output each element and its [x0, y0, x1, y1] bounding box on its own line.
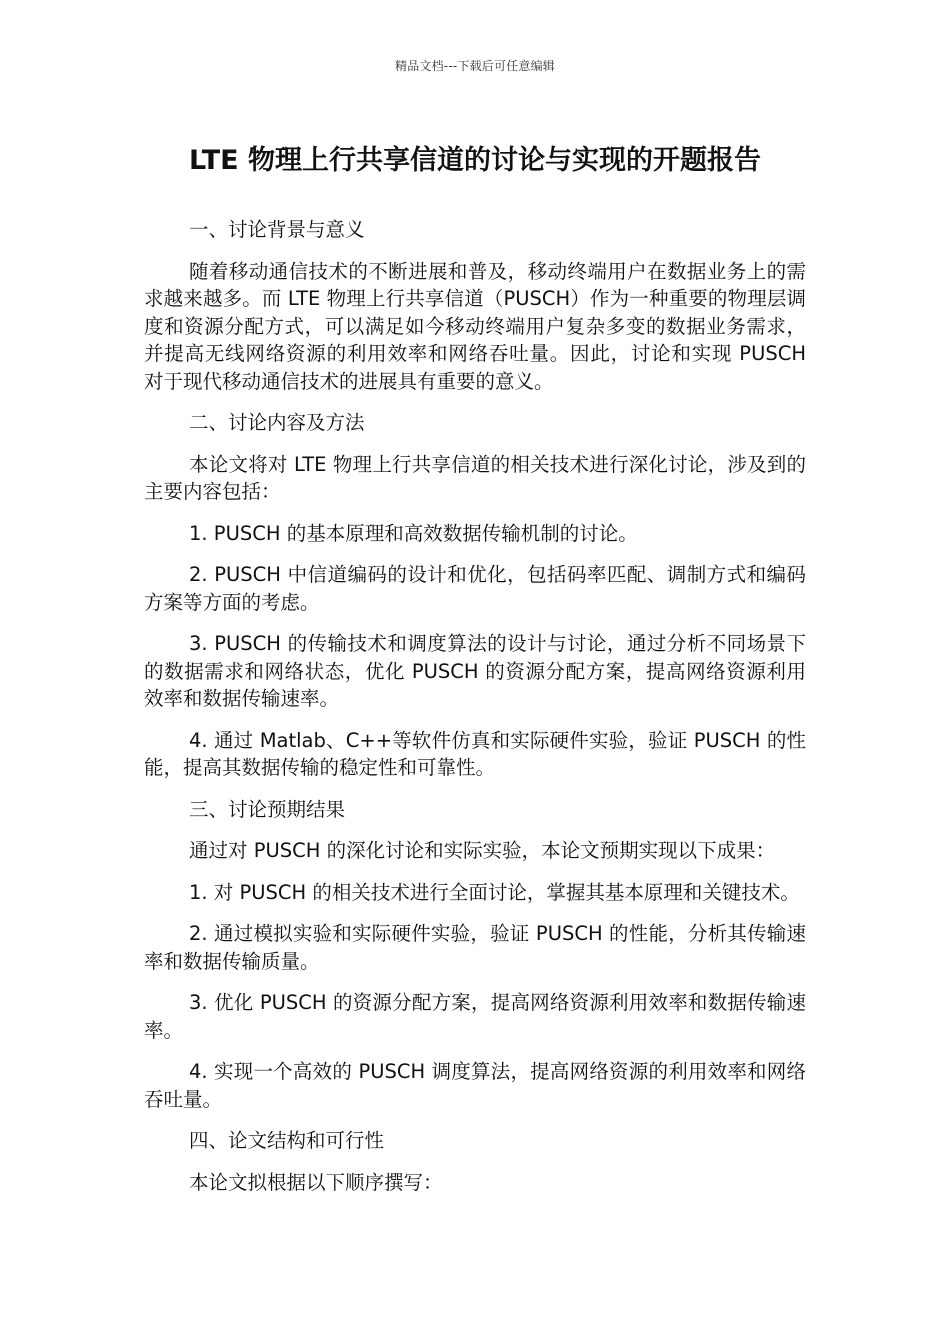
- paragraph-structure-intro: 本论文拟根据以下顺序撰写：: [189, 1170, 443, 1194]
- list-item-content-4: 4. 通过 Matlab、C++等软件仿真和实际硬件实验，验证 PUSCH 的性能，提高其数据传输的稳定性和可靠性。: [144, 728, 806, 779]
- list-item-content-1: 1. PUSCH 的基本原理和高效数据传输机制的讨论。: [189, 521, 638, 545]
- section-heading-structure: 四、论文结构和可行性: [189, 1129, 385, 1152]
- paragraph-content-intro: 本论文将对 LTE 物理上行共享信道的相关技术进行深化讨论，涉及到的主要内容包括：: [144, 452, 806, 503]
- list-item-content-2: 2. PUSCH 中信道编码的设计和优化，包括码率匹配、调制方式和编码方案等方面的考虑。: [144, 563, 806, 614]
- paragraph-background: 随着移动通信技术的不断进展和普及，移动终端用户在数据业务上的需求越来越多。而 LTE 物理上行共享信道（PUSCH）作为一种重要的物理层调度和资源分配方式，可以满足如今移动终端用户复杂多变的数据业务需求，并提高无线网络资源的利用效率和网络吞吐量。因此，讨论和实现 PUSCH 对于现代移动通信技术的进展具有重要的意义。: [144, 259, 806, 393]
- header-note: 精品文档---下载后可任意编辑: [395, 59, 555, 73]
- section-heading-content-methods: 二、讨论内容及方法: [189, 411, 365, 434]
- document-body: [144, 216, 806, 1210]
- section-heading-expected-results: 三、讨论预期结果: [189, 797, 346, 821]
- section-heading-background: 一、讨论背景与意义: [189, 218, 365, 241]
- list-item-result-3: 3. 优化 PUSCH 的资源分配方案，提高网络资源利用效率和数据传输速率。: [144, 991, 806, 1042]
- list-item-result-4: 4. 实现一个高效的 PUSCH 调度算法，提高网络资源的利用效率和网络吞吐量。: [144, 1060, 806, 1111]
- document-title: LTE 物理上行共享信道的讨论与实现的开题报告: [189, 145, 761, 176]
- list-item-result-2: 2. 通过模拟实验和实际硬件实验，验证 PUSCH 的性能，分析其传输速率和数据传输质量。: [144, 922, 806, 973]
- list-item-content-3: 3. PUSCH 的传输技术和调度算法的设计与讨论，通过分析不同场景下的数据需求和网络状态，优化 PUSCH 的资源分配方案，提高网络资源利用效率和数据传输速率。: [144, 632, 806, 710]
- list-item-result-1: 1. 对 PUSCH 的相关技术进行全面讨论，掌握其基本原理和关键技术。: [189, 880, 800, 904]
- paragraph-results-intro: 通过对 PUSCH 的深化讨论和实际实验，本论文预期实现以下成果：: [189, 839, 776, 862]
